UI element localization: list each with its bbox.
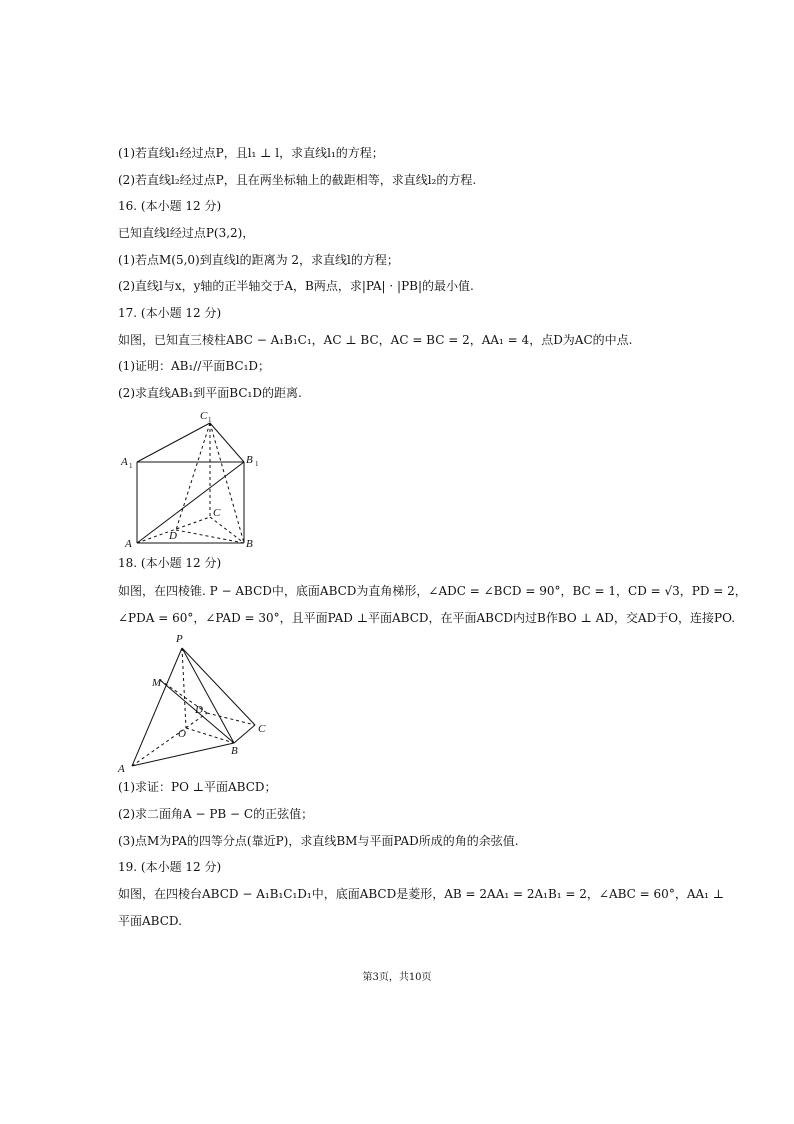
question-17-heading: 17. (本小题 12 分)	[118, 306, 222, 320]
text-line-6: (2)直线l与x，y轴的正半轴交于A，B两点，求|PA| · |PB|的最小值.	[118, 279, 474, 293]
label-C1: C	[200, 410, 208, 422]
label-B: B	[246, 538, 253, 550]
text-line-14: (1)求证：PO ⊥平面ABCD；	[118, 780, 277, 794]
text-line-12: 如图，在四棱锥. P − ABCD中，底面ABCD为直角梯形，∠ADC = ∠BCD = 90°，BC = 1，CD = √3，PD = 2，	[118, 584, 747, 598]
prism-figure	[110, 405, 270, 555]
text-line-16: (3)点M为PA的四等分点(靠近P)，求直线BM与平面PAD所成的角的余弦值.	[118, 834, 519, 848]
pyramid-figure	[112, 628, 277, 776]
label-C: C	[258, 723, 266, 735]
label-M: M	[152, 677, 162, 689]
text-line-18: 如图，在四棱台ABCD − A₁B₁C₁D₁中，底面ABCD是菱形，AB = 2AA₁ = 2A₁B₁ = 2，∠ABC = 60°，AA₁ ⊥	[118, 887, 725, 901]
label-B1-sub: 1	[255, 460, 259, 468]
text-line-15: (2)求二面角A − PB − C的正弦值；	[118, 807, 314, 821]
text-line-4: 已知直线l经过点P(3,2)，	[118, 226, 255, 240]
text-line-10: (2)求直线AB₁到平面BC₁D的距离.	[118, 386, 302, 400]
text-line-5: (1)若点M(5,0)到直线l的距离为 2，求直线l的方程；	[118, 253, 399, 267]
text-line-19: 平面ABCD.	[118, 914, 182, 928]
label-B1: B	[246, 454, 253, 466]
label-A1: A	[121, 456, 128, 468]
text-line-1: (1)若直线l₁经过点P，且l₁ ⊥ l，求直线l₁的方程；	[118, 146, 384, 160]
label-D: D	[169, 530, 177, 542]
text-line-2: (2)若直线l₂经过点P，且在两坐标轴上的截距相等，求直线l₂的方程.	[118, 173, 477, 187]
question-19-heading: 19. (本小题 12 分)	[118, 860, 222, 874]
page-footer: 第3页，共10页	[362, 972, 432, 983]
label-A: A	[125, 538, 132, 550]
text-line-13: ∠PDA = 60°，∠PAD = 30°，且平面PAD ⊥平面ABCD，在平面ABCD内过B作BO ⊥ AD，交AD于O，连接PO.	[118, 611, 736, 625]
text-line-9: (1)证明：AB₁//平面BC₁D；	[118, 359, 271, 373]
label-A: A	[118, 763, 125, 775]
question-18-heading: 18. (本小题 12 分)	[118, 556, 222, 570]
label-O: O	[178, 728, 186, 740]
question-16-heading: 16. (本小题 12 分)	[118, 199, 222, 213]
label-B: B	[231, 745, 238, 757]
label-C1-sub: 1	[208, 416, 212, 424]
text-line-8: 如图，已知直三棱柱ABC − A₁B₁C₁，AC ⊥ BC，AC = BC = 2，AA₁ = 4，点D为AC的中点.	[118, 333, 633, 347]
label-P: P	[176, 633, 183, 645]
label-A1-sub: 1	[129, 462, 133, 470]
label-D: D	[195, 704, 203, 716]
label-C: C	[213, 507, 221, 519]
